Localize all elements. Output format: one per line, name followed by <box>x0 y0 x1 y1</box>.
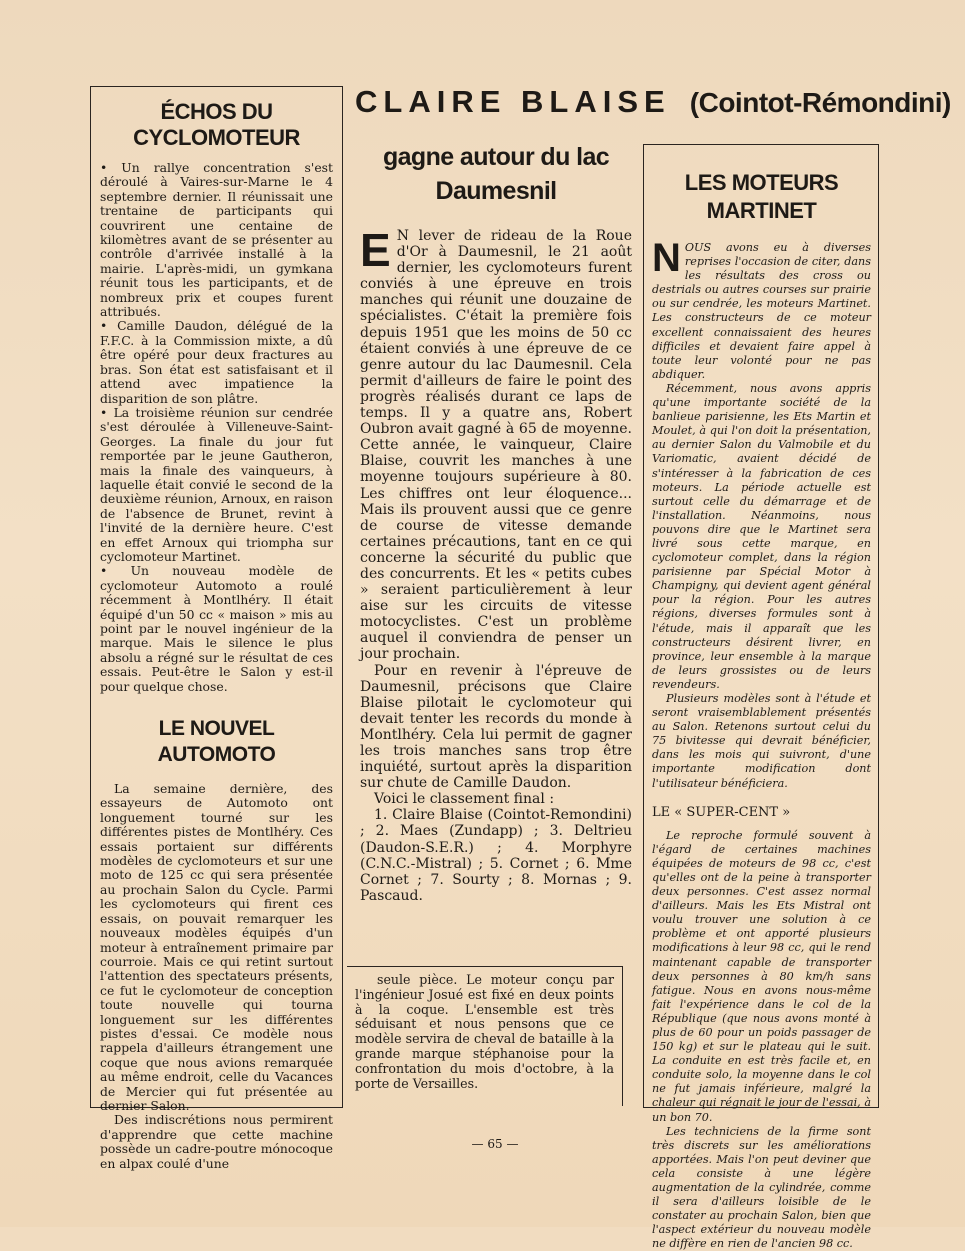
super-cent-paragraph: Le reproche formulé souvent à l'égard de certaines machines équipées de moteurs de 98 cc, c'est qu'elles ont de la peine à transporter deux personnes. C'est assez normal d'ailleurs. Mais les Ets Mistral ont voulu trouver une solution à ce problème et ont apporté plusieurs modifications à leur 98 cc, qui le rend maintenant capable de transporter deux personnes à 80 km/h sans fatigue. Nous en avons nous-même fait l'expérience dans le col de la République (que nous avons monté à plus de 60 pour un poids passager de 150 kg) et sur le plateau qui le suit. La conduite en est très facile et, en conduite solo, la moyenne dans le col ne fut jamais inférieure, malgré la chaleur qui régnait le jour de l'essai, à un bon 70. <box>652 828 871 1124</box>
echos-item: • Camille Daudon, délégué de la F.F.C. à la Commission mixte, a dû être opéré pour deux fractures au bras. Son état est satisfaisant et il attend avec impatience la disparition de son plâtre. <box>100 318 333 406</box>
echos-title: ÉCHOS DU CYCLOMOTEUR <box>133 99 300 150</box>
martinet-dropcap: N <box>652 236 681 280</box>
martinet-paragraph: Récemment, nous avons appris qu'une importante société de la banlieue parisienne, les Ets Martin et Moulet, à qui l'on doit la présentation, au dernier Salon du Valmobile et du Variomatic, avaient décidé de s'intéresser à la fabrication de ces moteurs. La période actuelle est surtout celle du démarrage et de l'installation. Néanmoins, nous pouvons dire que le Martinet sera livré sous cette marque, en cyclomoteur complet, dans la région parisienne par Spécial Motor à Champigny, qui devient agent général pour la région. Pour les autres régions, diverses formules sont à l'étude, mais il apparaît que les constructeurs désirent livrer, en province, leur ensemble à la marque de leurs grossistes ou de leurs revendeurs. <box>652 381 871 691</box>
continuation-text: seule pièce. Le moteur conçu par l'ingénieur Josué est fixé en deux points à la coque. L'ensemble est très séduisant et nous pensons que ce modèle servira de cheval de bataille à la grande marque stéphanoise pour la confrontation du mois d'octobre, à la porte de Versailles. <box>355 972 614 1091</box>
race-dropcap: E <box>360 224 391 276</box>
page-number: — 65 — <box>471 1137 519 1151</box>
race-subtitle: gagne autour du lac Daumesnil <box>382 143 610 205</box>
race-paragraph: Voici le classement final : <box>374 791 555 808</box>
martinet-paragraph: Plusieurs modèles sont à l'étude et seront vraisemblablement présentés au Salon. Retenons surtout celui du 75 bivitesse qui devrait bénéficier, dans les mois qui suivront, d'une importante modification dont l'utilisateur bénéficiera. <box>652 692 871 790</box>
martinet-title: LES MOTEURS MARTINET <box>684 170 839 223</box>
super-cent-paragraph: Les techniciens de la firme sont très discrets sur les améliorations apportées. Mais l'on peut deviner que cela consiste à une légère augmentation de la cylindrée, comme il sera d'ailleurs loisible de le constater au prochain Salon, bien que l'aspect extérieur du nouveau modèle ne diffère en rien de l'ancien 98 cc. <box>652 1124 871 1251</box>
race-paragraph: E N lever de rideau de la Roue d'Or à Daumesnil, le 21 août dernier, les cyclomoteurs furent conviés à une épreuve en trois manches qui réunit une douzaine de spécialistes. C'était la première fois depuis 1951 que les moins de 50 cc étaient conviés à une épreuve de ce genre autour du lac Daumesnil. Cela permit d'ailleurs de faire le point des progrès réalisés durant ce laps de temps. Il y a quatre ans, Robert Oubron avait gagné à 65 de moyenne. Cette année, le vainqueur, Claire Blaise, couvrit les manches à une moyenne toujours supérieure à 80. Les chiffres ont leur éloquence... Mais ils prouvent aussi que ce genre de course de vitesse demande certaines précautions, tant en ce qui concerne la sécurité du public que des concurrents. Et les « petits cubes » seraient particulièrement à leur aise sur les circuits de vitesse motocyclistes. C'est un problème auquel il conviendra de penser un jour prochain. <box>360 224 632 663</box>
automoto-paragraph: La semaine dernière, des essayeurs de Automoto ont longuement tourné sur les différentes pistes de Montlhéry. Ces essais portaient sur différents modèles de cyclomoteurs et sur une moto de 125 cc qui sera présentée au prochain Salon du Cycle. Parmi les cyclomoteurs qui firent ces essais, on pouvait remarquer les nouveaux modèles équipés d'un moteur à entraînement primaire par courroie. Mais ce qui retint surtout l'attention des spectateurs présents, ce fut le cyclomoteur de conception toute nouvelle qui tourna longuement sur les différentes pistes d'essai. Ce modèle nous rappela d'ailleurs étrangement une coque que nous avions remarquée au même endroit, celle du Vacances de Mercier qui fut présentée au dernier Salon. <box>100 781 333 1113</box>
echos-item: • Un rallye concentration s'est déroulé à Vaires-sur-Marne le 4 septembre dernier. Il réunissait une trentaine de participants qui couvrirent une centaine de kilomètres avant de se présenter au contrôle d'arrivée installé à la mairie. L'après-midi, un gymkana réunit tous les participants, et de nombreux prix et coupes furent attribués. <box>100 160 333 320</box>
super-cent-heading: LE « SUPER-CENT » <box>652 804 791 820</box>
left-column <box>90 86 343 1171</box>
echos-item: • La troisième réunion sur cendrée s'est déroulée à Villeneuve-Saint-Georges. La finale du jour fut remportée par le jeune Gautheron, mais la finale des vainqueurs, à laquelle était convié le second de la deuxième réunion, Arnoux, en raison de l'absence de Brunet, revint à l'invité de la dernière heure. C'est en effet Arnoux qui triompha sur cyclomoteur Martinet. <box>100 404 333 564</box>
headline-team: (Cointot-Rémondini) <box>689 87 951 118</box>
race-article <box>360 138 632 958</box>
echos-item: • Un nouveau modèle de cyclomoteur Automoto a roulé récemment à Montlhéry. Il était équipé d'un 50 cc « maison » mis au point par le nouvel ingénieur de la marque. Mais le silence le plus absolu a régné sur le résultat de ces essais. Peut-être le Salon y est-il pour quelque chose. <box>100 563 333 694</box>
martinet-column <box>643 144 879 1251</box>
headline-name: CLAIRE BLAISE <box>355 84 671 119</box>
race-paragraph: Pour en revenir à l'épreuve de Daumesnil, précisons que Claire Blaise pilotait le cyclomoteur qui devait tenter les records du monde à Montlhéry. Cela lui permit de gagner les trois manches sans trop être inquiété, surtout après la disparition sur chute de Camille Daudon. <box>360 662 632 792</box>
automoto-paragraph: Des indiscrétions nous permirent d'apprendre que cette machine possède un cadre-poutre mónocoque en alpax coulé d'une <box>100 1112 333 1171</box>
headline <box>355 80 951 128</box>
continuation-box <box>347 966 623 1106</box>
automoto-title: LE NOUVEL AUTOMOTO <box>157 717 276 767</box>
race-ranking: 1. Claire Blaise (Cointot-Remondini) ; 2. Maes (Zundapp) ; 3. Deltrieu (Daudon-S.E.R.) ; 4. Morphyre (C.N.C.-Mistral) ; 5. Cornet ; 6. Mme Cornet ; 7. Sourty ; 8. Mornas ; 9. Pascaud. <box>360 807 632 904</box>
martinet-paragraph: NOUS avons eu à diverses reprises l'occasion de citer, dans les résultats des cross ou destrials ou autres courses sur prairie ou sur cendrée, les moteurs Martinet. Les constructeurs de ce moteur excellent connaissaient des heures difficiles et devaient faire appel à toute leur volonté pour ne pas abdiquer. <box>652 236 871 381</box>
